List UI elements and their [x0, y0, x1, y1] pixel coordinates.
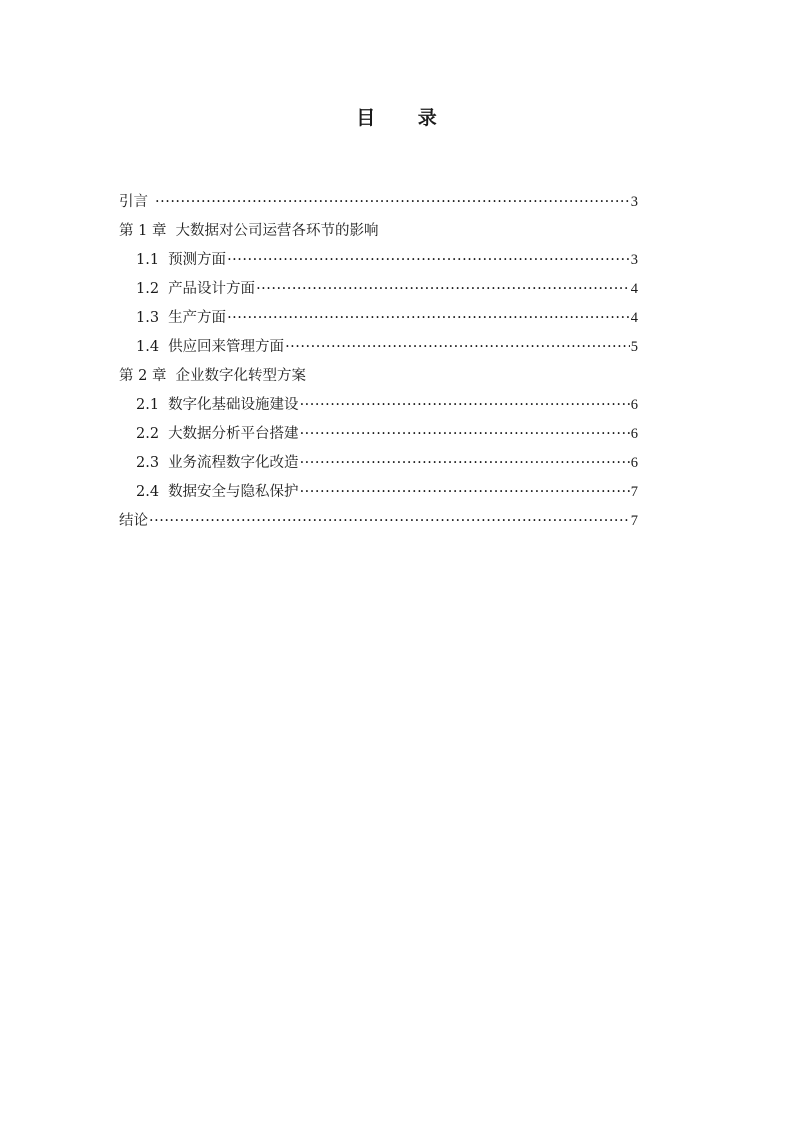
toc-entry-text: 引言 — [119, 194, 148, 210]
toc-page-number: 6 — [630, 426, 638, 442]
toc-dot-leader — [149, 507, 630, 536]
toc-entry-text: 供应回来管理方面 — [168, 339, 285, 355]
toc-entry-text: 企业数字化转型方案 — [175, 368, 306, 384]
toc-entry-text: 数据安全与隐私保护 — [168, 484, 299, 500]
toc-dot-leader — [300, 449, 630, 478]
toc-section-number: 1.4 — [136, 339, 160, 355]
toc-dot-leader — [256, 275, 630, 304]
toc-entry-text: 数字化基础设施建设 — [168, 397, 299, 413]
toc-dot-leader — [227, 246, 630, 275]
toc-entry-text: 大数据对公司运营各环节的影响 — [175, 223, 379, 239]
toc-page-number: 4 — [630, 281, 638, 297]
toc-section-number: 2.4 — [136, 484, 160, 500]
toc-dot-leader — [285, 333, 630, 362]
toc-entry-2-1[interactable] — [119, 391, 638, 420]
toc-entry-chapter-2[interactable] — [119, 362, 638, 391]
toc-dot-leader — [300, 478, 630, 507]
toc-entry-text: 结论 — [119, 513, 148, 529]
toc-page-number: 4 — [630, 310, 638, 326]
toc-entry-1-3[interactable] — [119, 304, 638, 333]
toc-page-number: 3 — [630, 194, 638, 210]
toc-entry-text: 大数据分析平台搭建 — [168, 426, 299, 442]
toc-section-number: 2.2 — [136, 426, 160, 442]
toc-entry-2-3[interactable] — [119, 449, 638, 478]
toc-entry-1-4[interactable] — [119, 333, 638, 362]
toc-entry-text: 预测方面 — [168, 252, 227, 268]
toc-chapter-number: 第 2 章 — [119, 368, 167, 384]
toc-entry-conclusion[interactable] — [119, 507, 638, 536]
toc-entry-introduction[interactable] — [119, 188, 638, 217]
toc-section-number: 2.1 — [136, 397, 160, 413]
toc-entry-text: 产品设计方面 — [168, 281, 256, 297]
toc-page-number: 6 — [630, 397, 638, 413]
toc-dot-leader — [300, 391, 630, 420]
toc-dot-leader — [300, 420, 630, 449]
toc-page-number: 6 — [630, 455, 638, 471]
page-title: 目 录 — [356, 107, 455, 129]
toc-page-number: 3 — [630, 252, 638, 268]
toc-entry-1-2[interactable] — [119, 275, 638, 304]
toc-page-number: 7 — [630, 513, 638, 529]
toc-section-number: 1.2 — [136, 281, 160, 297]
toc-page-number: 5 — [630, 339, 638, 355]
toc-entry-text: 业务流程数字化改造 — [168, 455, 299, 471]
toc-dot-leader — [227, 304, 630, 333]
toc-entry-1-1[interactable] — [119, 246, 638, 275]
toc-section-number: 1.3 — [136, 310, 160, 326]
toc-entry-text: 生产方面 — [168, 310, 227, 326]
toc-entry-2-4[interactable] — [119, 478, 638, 507]
table-of-contents — [119, 188, 638, 536]
toc-chapter-number: 第 1 章 — [119, 223, 167, 239]
toc-dot-leader — [155, 188, 630, 217]
toc-page-number: 7 — [630, 484, 638, 500]
toc-section-number: 2.3 — [136, 455, 160, 471]
toc-entry-chapter-1[interactable] — [119, 217, 638, 246]
toc-section-number: 1.1 — [136, 252, 160, 268]
toc-entry-2-2[interactable] — [119, 420, 638, 449]
